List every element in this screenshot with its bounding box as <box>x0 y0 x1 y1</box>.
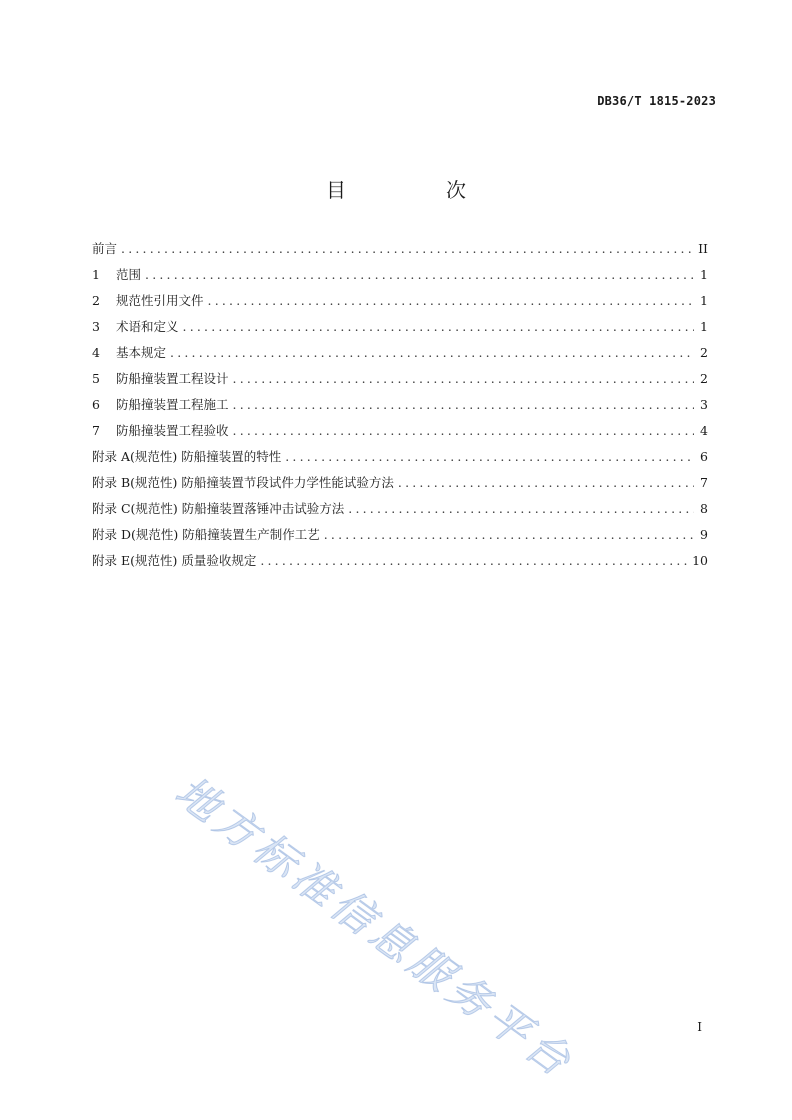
toc-leader-dots <box>170 340 694 366</box>
toc-entry-title: 附录 A(规范性) 防船撞装置的特性 <box>92 449 282 464</box>
toc-entry-number: 1 <box>92 267 100 282</box>
toc-entry-page: 7 <box>700 475 708 490</box>
toc-entry-title: 附录 C(规范性) 防船撞装置落锤冲击试验方法 <box>92 501 345 516</box>
toc-entry-page: 8 <box>700 501 708 516</box>
toc-entry-page: 1 <box>700 293 708 308</box>
toc-entry-appendix-c[interactable] <box>92 496 708 522</box>
toc-entry-title: 附录 D(规范性) 防船撞装置生产制作工艺 <box>92 527 320 542</box>
toc-entry-title: 范围 <box>116 267 142 282</box>
toc-entry-page: 2 <box>700 371 708 386</box>
toc-leader-dots <box>208 288 694 314</box>
toc-entry-page: 10 <box>692 553 708 568</box>
toc-entry-title: 基本规定 <box>116 345 167 360</box>
toc-leader-dots <box>233 366 694 392</box>
page-number: I <box>697 1020 702 1034</box>
toc-entry-title: 防船撞装置工程验收 <box>116 423 229 438</box>
toc-entry-appendix-b[interactable] <box>92 470 708 496</box>
watermark: 地方标准信息服务平台 <box>166 766 584 1089</box>
toc-leader-dots <box>145 262 694 288</box>
toc-entry-number: 5 <box>92 371 100 386</box>
toc-entry-page: 3 <box>700 397 708 412</box>
toc-entry-6[interactable] <box>92 392 708 418</box>
toc-entry-title: 防船撞装置工程设计 <box>116 371 229 386</box>
toc-entry-2[interactable] <box>92 288 708 314</box>
toc-leader-dots <box>398 470 694 496</box>
toc-entry-3[interactable] <box>92 314 708 340</box>
toc-entry-appendix-e[interactable] <box>92 548 708 574</box>
toc-entry-1[interactable] <box>92 262 708 288</box>
toc-entry-page: 6 <box>700 449 708 464</box>
toc-leader-dots <box>233 392 694 418</box>
toc-entry-number: 6 <box>92 397 100 412</box>
toc-entry-title: 附录 E(规范性) 质量验收规定 <box>92 553 257 568</box>
toc-leader-dots <box>260 548 688 574</box>
toc-leader-dots <box>285 444 694 470</box>
toc-leader-dots <box>233 418 694 444</box>
toc-entry-page: 9 <box>700 527 708 542</box>
toc-entry-4[interactable] <box>92 340 708 366</box>
toc-entry-page: 1 <box>700 319 708 334</box>
toc-entry-title: 术语和定义 <box>116 319 179 334</box>
toc-entry-title: 附录 B(规范性) 防船撞装置节段试件力学性能试验方法 <box>92 475 394 490</box>
toc-leader-dots <box>183 314 694 340</box>
toc-entry-number: 3 <box>92 319 100 334</box>
document-code: DB36/T 1815-2023 <box>597 94 716 108</box>
toc-entry-page: II <box>698 241 708 256</box>
toc-entry-appendix-d[interactable] <box>92 522 708 548</box>
toc-entry-foreword[interactable] <box>92 236 708 262</box>
table-of-contents <box>92 236 708 574</box>
toc-leader-dots <box>348 496 694 522</box>
toc-entry-number: 2 <box>92 293 100 308</box>
toc-entry-title: 前言 <box>92 241 118 256</box>
toc-leader-dots <box>121 236 694 262</box>
toc-entry-page: 1 <box>700 267 708 282</box>
toc-entry-number: 7 <box>92 423 100 438</box>
toc-title: 目 次 <box>326 178 506 202</box>
toc-entry-5[interactable] <box>92 366 708 392</box>
toc-entry-page: 4 <box>700 423 708 438</box>
toc-entry-number: 4 <box>92 345 100 360</box>
toc-entry-page: 2 <box>700 345 708 360</box>
toc-entry-title: 防船撞装置工程施工 <box>116 397 229 412</box>
toc-entry-appendix-a[interactable] <box>92 444 708 470</box>
toc-leader-dots <box>324 522 694 548</box>
toc-entry-title: 规范性引用文件 <box>116 293 204 308</box>
toc-entry-7[interactable] <box>92 418 708 444</box>
